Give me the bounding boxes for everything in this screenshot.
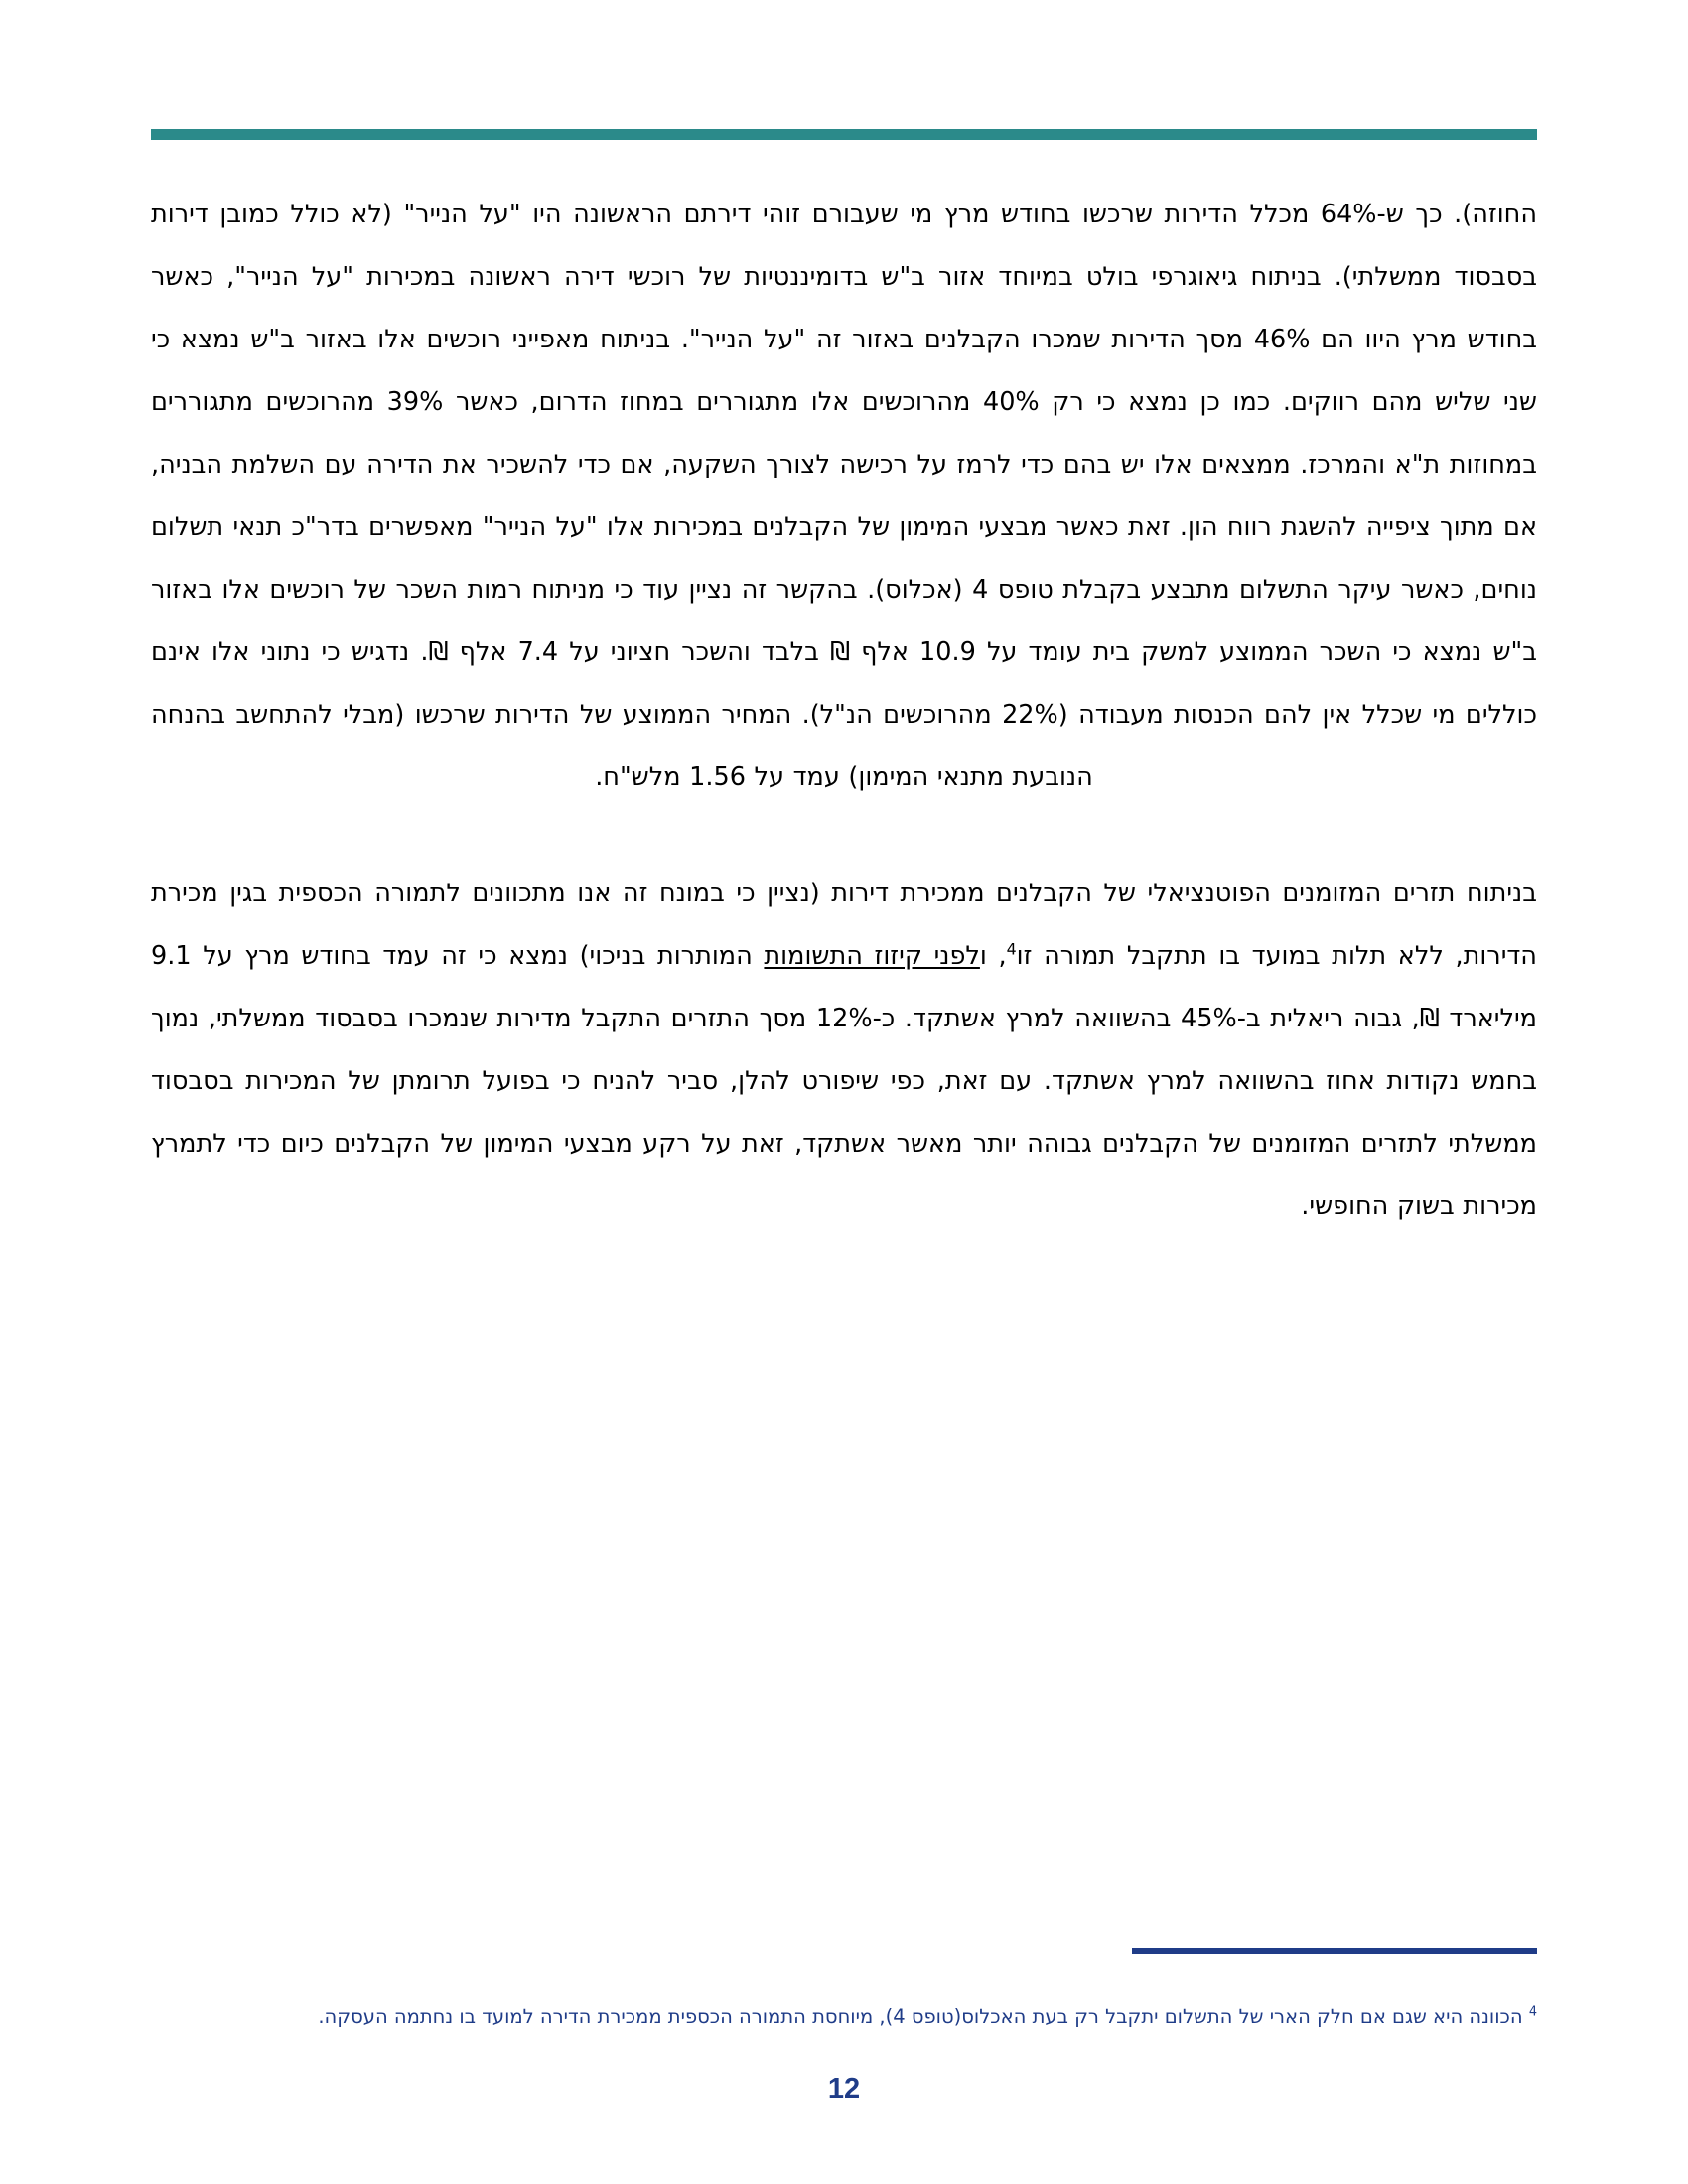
footnote-separator-rule [1132, 1948, 1537, 1954]
paragraph-cash-flow-part-a: בניתוח תזרים המזומנים הפוטנציאלי של הקבלנים ממכירת דירות (נציין כי במונח זה אנו מתכוונים לתמורה הכספית בגין מכירת הדירות, ללא תלות במועד בו תתקבל תמורה זו [151, 879, 1537, 971]
page-number: 12 [827, 2073, 861, 2105]
header-accent-rule [151, 129, 1537, 140]
footnote-item [151, 2000, 1537, 2033]
underlined-phrase-input-credit: לפני קיזוז התשומות [764, 941, 980, 971]
footnote-body-text: הכוונה היא שגם אם חלק הארי של התשלום יתקבל רק בעת האכלוס(טופס 4), מיוחסת התמורה הכספית ממכירת הדירה למועד בו נחתמה העסקה. [318, 2005, 1529, 2028]
footnote-reference-marker[interactable]: 4 [1006, 939, 1017, 959]
footnote-area [151, 2000, 1537, 2033]
footnote-number: 4 [1528, 2004, 1537, 2020]
paragraph-cash-flow-part-b: , ו [979, 941, 1007, 971]
paragraph-first-time-buyers: החוזה). כך ש-64% מכלל הדירות שרכשו בחודש מרץ מי שעבורם זוהי דירתם הראשונה היו "על הנייר" (לא כולל כמובן דירות בסבסוד ממשלתי). בניתוח גיאוגרפי בולט במיוחד אזור ב"ש בדומיננטיות של רוכשי דירה ראשונה במכירות "על הנייר", כאשר בחודש מרץ היוו הם 46% מסך הדירות שמכרו הקבלנים באזור זה "על הנייר". בניתוח מאפייני רוכשים אלו באזור ב"ש נמצא כי שני שליש מהם רווקים. כמו כן נמצא כי רק 40% מהרוכשים אלו מתגוררים במחוז הדרום, כאשר 39% מהרוכשים מתגוררים במחוזות ת"א והמרכז. ממצאים אלו יש בהם כדי לרמז על רכישה לצורך השקעה, אם כדי להשכיר את הדירה עם השלמת הבניה, אם מתוך ציפייה להשגת רווח הון. זאת כאשר מבצעי המימון של הקבלנים במכירות אלו "על הנייר" מאפשרים בדר"כ תנאי תשלום נוחים, כאשר עיקר התשלום מתבצע בקבלת טופס 4 (אכלוס). בהקשר זה נציין עוד כי מניתוח רמות השכר של רוכשים אלו באזור ב"ש נמצא כי השכר הממוצע למשק בית עומד על 10.9 אלף ₪ בלבד והשכר חציוני על 7.4 אלף ₪. נדגיש כי נתוני אלו אינם כוללים מי שכלל אין להם הכנסות מעבודה (22% מהרוכשים הנ"ל). המחיר הממוצע של הדירות שרכשו (מבלי להתחשב בהנחה הנובעת מתנאי המימון) עמד על 1.56 מלש"ח. [151, 200, 1538, 792]
paragraph-cash-flow [151, 863, 1537, 1238]
body-text-column [151, 184, 1537, 1238]
paragraph-cash-flow-part-c: המותרות בניכוי) נמצא כי זה עמד בחודש מרץ על 9.1 מיליארד ₪, גבוה ריאלית ב-45% בהשוואה למרץ אשתקד. כ-12% מסך התזרים התקבל מדירות שנמכרו בסבסוד ממשלתי, נמוך בחמש נקודות אחוז בהשוואה למרץ אשתקד. עם זאת, כפי שיפורט להלן, סביר להניח כי בפועל תרומתן של המכירות בסבסוד ממשלתי לתזרים המזומנים של הקבלנים גבוהה יותר מאשר אשתקד, זאת על רקע מבצעי המימון של הקבלנים כיום כדי לתמרץ מכירות בשוק החופשי. [151, 941, 1537, 1221]
